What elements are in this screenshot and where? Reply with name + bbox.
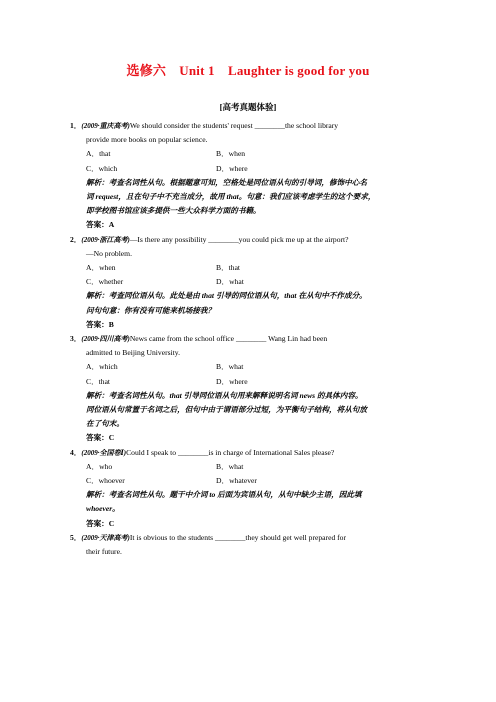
question-item bbox=[70, 531, 430, 559]
explanation-line: 解析：考查名词性从句。题干中介词 to 后面为宾语从句，从句中缺少主语，因此填 bbox=[86, 490, 362, 500]
option-row bbox=[70, 375, 430, 389]
answer-option: B．when bbox=[216, 149, 246, 159]
question-number: 2． bbox=[70, 234, 82, 244]
explanation-line: 同位语从句常置于名词之后，但句中由于谓语部分过短，为平衡句子结构，将从句放 bbox=[86, 405, 367, 415]
option-row bbox=[70, 261, 430, 275]
question-number: 4． bbox=[70, 447, 82, 457]
question-source: (2009·四川高考) bbox=[81, 335, 130, 344]
question-stem-line bbox=[70, 332, 430, 346]
answer-option: A．who bbox=[86, 461, 113, 471]
answer-line: 答案：A bbox=[86, 220, 115, 230]
answer-option: D．where bbox=[216, 163, 248, 173]
option-row bbox=[70, 474, 430, 488]
question-stem-text: Could I speak to ________is in charge of International Sales please? bbox=[126, 447, 335, 457]
answer-option: B．what bbox=[216, 461, 244, 471]
answer-option: B．that bbox=[216, 263, 241, 273]
explanation-line: 解析：考查名词性从句。根据题意可知，空格处是同位语从句的引导词，修饰中心名 bbox=[86, 177, 367, 187]
answer-option: A．when bbox=[86, 263, 116, 273]
question-number: 3． bbox=[70, 334, 82, 344]
answer-option: C．which bbox=[86, 163, 118, 173]
option-row bbox=[70, 162, 430, 176]
question-source: (2009·全国卷Ⅰ) bbox=[81, 448, 127, 457]
answer-option: C．that bbox=[86, 376, 111, 386]
question-stem-text: their future. bbox=[86, 547, 122, 557]
question-stem-line bbox=[70, 233, 430, 247]
explanation-line: 即学校图书馆应该多提供一些大众科学方面的书籍。 bbox=[86, 206, 261, 216]
question-source: (2009·浙江高考) bbox=[81, 235, 130, 244]
explanation-line: 解析：考查名词性从句。that 引导同位语从句用来解释说明名词 news 的具体内容。 bbox=[86, 390, 363, 400]
question-item bbox=[70, 119, 430, 233]
explanation-line: 词 request，且在句子中不充当成分，故用 that。句意：我们应该考虑学生的这个要求， bbox=[86, 192, 376, 202]
question-source: (2009·重庆高考) bbox=[81, 122, 130, 130]
questions-list bbox=[70, 119, 430, 559]
answer-option: D．where bbox=[216, 376, 248, 386]
question-stem-text: It is obvious to the students ________they should get well prepared for bbox=[129, 532, 346, 542]
answer-option: B．what bbox=[216, 362, 244, 372]
question-item bbox=[70, 233, 430, 332]
question-stem-line bbox=[70, 531, 430, 545]
explanation-line: 在了句末。 bbox=[86, 419, 124, 429]
question-stem-line bbox=[70, 545, 430, 559]
question-stem-line bbox=[70, 346, 430, 360]
question-stem-text: We should consider the students' request ________the school library bbox=[129, 121, 339, 130]
question-source: (2009·天津高考) bbox=[81, 533, 130, 542]
option-row bbox=[70, 460, 430, 474]
question-item bbox=[70, 446, 430, 531]
answer-line: 答案：B bbox=[86, 319, 114, 329]
question-item bbox=[70, 332, 430, 446]
answer-line: 答案：C bbox=[86, 518, 115, 528]
question-number: 1． bbox=[70, 121, 82, 130]
explanation-line: 问句句意：你有没有可能来机场接我？ bbox=[86, 305, 216, 315]
page-title: 选修六 Unit 1 Laughter is good for you bbox=[126, 63, 370, 78]
question-stem-text: —No problem. bbox=[86, 248, 132, 258]
question-number: 5． bbox=[70, 532, 82, 542]
section-heading: [高考真题体验] bbox=[219, 102, 277, 112]
answer-option: D．what bbox=[216, 277, 244, 287]
answer-line: 答案：C bbox=[86, 433, 115, 443]
question-stem-line bbox=[70, 247, 430, 261]
option-row bbox=[70, 275, 430, 289]
option-row bbox=[70, 147, 430, 161]
question-stem-line bbox=[70, 446, 430, 460]
answer-option: D．whatever bbox=[216, 476, 257, 486]
answer-option: C．whoever bbox=[86, 476, 125, 486]
answer-option: C．whether bbox=[86, 277, 124, 287]
question-stem-line bbox=[70, 133, 430, 147]
question-stem-text: provide more books on popular science. bbox=[86, 135, 208, 145]
option-row bbox=[70, 360, 430, 374]
question-stem-text: News came from the school office ________ Wang Lin had been bbox=[129, 334, 328, 344]
answer-option: A．which bbox=[86, 362, 118, 372]
answer-option: A．that bbox=[86, 149, 111, 159]
explanation-line: 解析：考查同位语从句。此处是由 that 引导的同位语从句，that 在从句中不作成分。 bbox=[86, 291, 367, 301]
question-stem-text: —Is there any possibility ________you could pick me up at the airport? bbox=[129, 234, 349, 244]
explanation-line: whoever。 bbox=[86, 504, 120, 514]
question-stem-text: admitted to Beijing University. bbox=[86, 348, 180, 358]
question-stem-line bbox=[70, 119, 430, 133]
